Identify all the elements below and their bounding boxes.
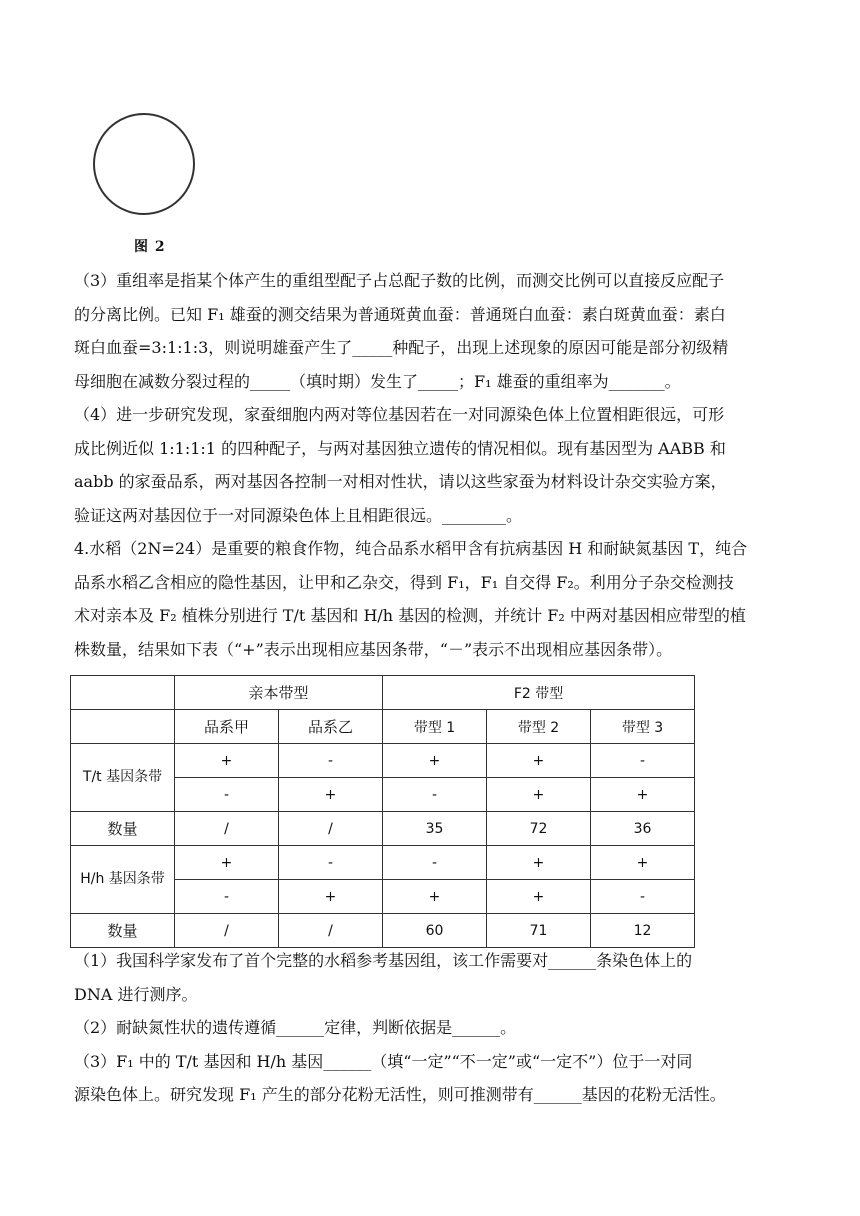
table-row xyxy=(71,846,695,880)
table-cell: - xyxy=(591,744,695,778)
table-cell: - xyxy=(175,880,279,914)
table-cell: + xyxy=(591,846,695,880)
count-label: 数量 xyxy=(71,812,175,846)
col-header: 带型 2 xyxy=(487,710,591,744)
table-cell: + xyxy=(487,846,591,880)
figure-caption: 图 2 xyxy=(134,239,166,255)
table-cell: 35 xyxy=(383,812,487,846)
table-cell: / xyxy=(279,812,383,846)
problem4-line: 术对亲本及 F₂ 植株分别进行 T/t 基因和 H/h 基因的检测，并统计 F₂ 中两对基因相应带型的植 xyxy=(74,606,746,625)
table-cell: 60 xyxy=(383,914,487,948)
table-cell: - xyxy=(591,880,695,914)
problem-4-questions xyxy=(74,944,794,1112)
table-row xyxy=(71,812,695,846)
question-4-paragraph xyxy=(74,398,794,532)
table-cell: 71 xyxy=(487,914,591,948)
table-cell: - xyxy=(175,778,279,812)
table-cell: 72 xyxy=(487,812,591,846)
table-cell: + xyxy=(279,778,383,812)
question-line: （2）耐缺氮性状的遗传遵循______定律，判断依据是______。 xyxy=(74,1018,517,1037)
col-header: 品系甲 xyxy=(175,710,279,744)
band-type-table xyxy=(70,675,695,948)
q3-line: 母细胞在减数分裂过程的_____（填时期）发生了_____；F₁ 雄蚕的重组率为_______。 xyxy=(74,371,681,391)
table-cell: / xyxy=(175,914,279,948)
table-cell: / xyxy=(175,812,279,846)
table-cell: 12 xyxy=(591,914,695,948)
table-cell: 36 xyxy=(591,812,695,846)
table-corner-cell xyxy=(71,676,175,710)
count-label: 数量 xyxy=(71,914,175,948)
table-empty-cell xyxy=(71,710,175,744)
question-line: （3）F₁ 中的 T/t 基因和 H/h 基因______（填“一定”“不一定”或“一定不”）位于一对同 xyxy=(74,1051,693,1071)
table-cell: + xyxy=(383,880,487,914)
table-cell: + xyxy=(487,744,591,778)
q4-line: aabb 的家蚕品系，两对基因各控制一对相对性状，请以这些家蚕为材料设计杂交实验方案， xyxy=(74,472,727,491)
problem4-line: 株数量，结果如下表（“+”表示出现相应基因条带，“－”表示不出现相应基因条带）。 xyxy=(74,639,673,659)
hh-gene-label: H/h 基因条带 xyxy=(71,846,175,914)
table-col-header-row xyxy=(71,710,695,744)
table-cell: / xyxy=(279,914,383,948)
q4-line: 验证这两对基因位于一对同源染色体上且相距很远。________。 xyxy=(74,505,523,525)
table-group-header-row xyxy=(71,676,695,710)
q3-line: 的分离比例。已知 F₁ 雄蚕的测交结果为普通斑黄血蚕：普通斑白血蚕：素白斑黄血蚕：素白 xyxy=(74,304,726,324)
table-cell: + xyxy=(279,880,383,914)
problem4-line: 品系水稻乙含相应的隐性基因，让甲和乙杂交，得到 F₁，F₁ 自交得 F₂。利用分子杂交检测技 xyxy=(74,572,734,592)
table-cell: - xyxy=(279,846,383,880)
tt-gene-label: T/t 基因条带 xyxy=(71,744,175,812)
figure-circle xyxy=(92,112,196,216)
col-header: 带型 1 xyxy=(383,710,487,744)
col-header: 品系乙 xyxy=(279,710,383,744)
table-cell: - xyxy=(383,846,487,880)
table-cell: + xyxy=(383,744,487,778)
f2-band-header: F2 带型 xyxy=(383,676,695,710)
q3-line: 斑白血蚕=3:1:1:3，则说明雄蚕产生了_____种配子，出现上述现象的原因可能是部分初级精 xyxy=(74,338,729,357)
table-cell: + xyxy=(487,778,591,812)
table-cell: - xyxy=(279,744,383,778)
table-cell: + xyxy=(175,744,279,778)
table-cell: + xyxy=(175,846,279,880)
table-cell: + xyxy=(591,778,695,812)
table-row xyxy=(71,744,695,778)
table-row xyxy=(71,914,695,948)
problem4-line: 4.水稻（2N=24）是重要的粮食作物，纯合品系水稻甲含有抗病基因 H 和耐缺氮基因 T，纯合 xyxy=(74,539,748,558)
q4-line: 成比例近似 1:1:1:1 的四种配子，与两对基因独立遗传的情况相似。现有基因型为 AABB 和 xyxy=(74,438,726,458)
question-line: DNA 进行测序。 xyxy=(74,984,198,1004)
parent-band-header: 亲本带型 xyxy=(175,676,383,710)
col-header: 带型 3 xyxy=(591,710,695,744)
problem-4-intro xyxy=(74,532,794,666)
table-cell: + xyxy=(487,880,591,914)
q3-line: （3）重组率是指某个体产生的重组型配子占总配子数的比例，而测交比例可以直接反应配子 xyxy=(74,271,725,290)
table-cell: - xyxy=(383,778,487,812)
question-line: （1）我国科学家发布了首个完整的水稻参考基因组，该工作需要对______条染色体上的 xyxy=(74,951,693,970)
question-3-paragraph xyxy=(74,264,794,398)
question-line: 源染色体上。研究发现 F₁ 产生的部分花粉无活性，则可推测带有______基因的花粉无活性。 xyxy=(74,1085,726,1104)
q4-line: （4）进一步研究发现，家蚕细胞内两对等位基因若在一对同源染色体上位置相距很远，可形 xyxy=(74,405,725,424)
